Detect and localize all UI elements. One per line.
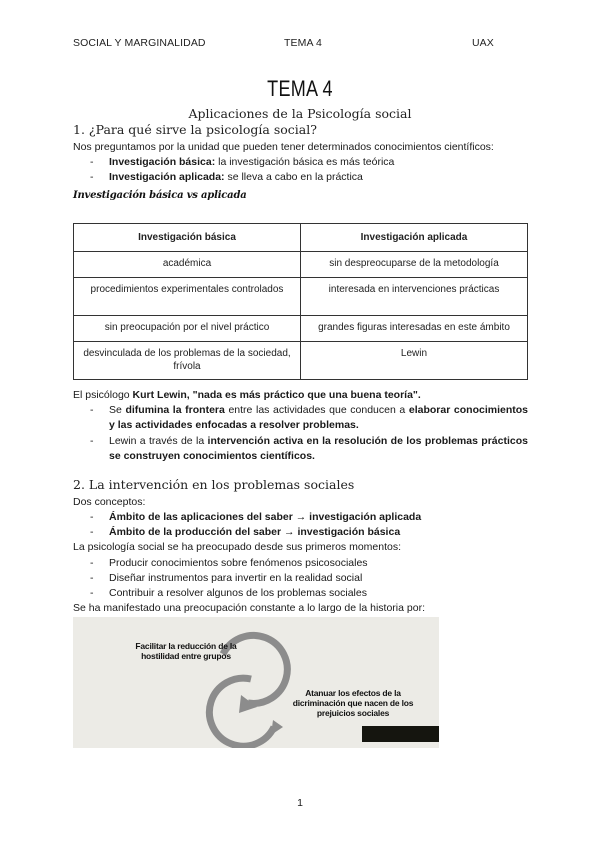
text-run-bold: difumina la frontera	[125, 404, 225, 416]
concern-text: Contribuir a resolver algunos de los problemas sociales	[109, 587, 367, 599]
section-1-heading: 1. ¿Para qué sirve la psicología social?	[73, 122, 317, 137]
concept-text: Ámbito de la producción del saber → investigación básica	[109, 526, 401, 538]
list-marker: -	[90, 171, 94, 183]
list-item	[90, 557, 368, 569]
lewin-prefix: El psicólogo	[73, 389, 133, 401]
list-marker: -	[90, 156, 94, 168]
bullet-term: Investigación aplicada:	[109, 171, 225, 183]
table-header: Investigación aplicada	[301, 224, 528, 252]
list-item	[90, 511, 421, 523]
header-center: TEMA 4	[284, 37, 322, 49]
section-2-intro: Dos conceptos:	[73, 496, 146, 508]
history-intro: Se ha manifestado una preocupación constante a lo largo de la historia por:	[73, 602, 425, 614]
cycle-diagram	[73, 617, 439, 748]
table-header: Investigación básica	[74, 224, 301, 252]
header-left: SOCIAL Y MARGINALIDAD	[73, 37, 206, 49]
table-cell: sin despreocuparse de la metodología	[301, 252, 528, 278]
table-row	[74, 342, 528, 380]
text-run: Lewin a través de la	[109, 435, 208, 447]
section-2-heading: 2. La intervención en los problemas sociales	[73, 477, 355, 492]
lewin-quote: , "nada es más práctico que una buena teoría".	[186, 389, 421, 401]
list-marker: -	[90, 435, 94, 447]
table-row	[74, 278, 528, 316]
table-cell: sin preocupación por el nivel práctico	[74, 316, 301, 342]
list-marker: -	[90, 404, 94, 416]
concept-text: Ámbito de las aplicaciones del saber → investigación aplicada	[109, 511, 422, 523]
table-cell: académica	[74, 252, 301, 278]
table-cell: desvinculada de los problemas de la sociedad, frívola	[74, 342, 301, 380]
page-title: TEMA 4	[267, 76, 333, 101]
lewin-bullet-1	[109, 403, 528, 433]
lewin-name: Kurt Lewin	[132, 389, 187, 401]
table-cell: grandes figuras interesadas en este ámbito	[301, 316, 528, 342]
list-item	[90, 572, 362, 584]
table-header-row	[74, 224, 528, 252]
bullet-term: Investigación básica:	[109, 156, 216, 168]
list-marker: -	[90, 572, 94, 584]
list-item	[90, 587, 367, 599]
list-marker: -	[90, 526, 94, 538]
comparison-heading: Investigación básica vs aplicada	[73, 190, 247, 201]
table-cell: Lewin	[301, 342, 528, 380]
table-row	[74, 316, 528, 342]
page-subtitle: Aplicaciones de la Psicología social	[188, 106, 412, 121]
text-run-bold: intervención activa en la resolución de los problemas prácticos se construyen conocimientos científicos.	[109, 435, 528, 462]
list-item	[90, 156, 394, 168]
list-marker: -	[90, 511, 94, 523]
lewin-bullet-2	[109, 434, 528, 464]
lewin-paragraph	[73, 389, 421, 401]
diagram-label-right: Atanuar los efectos de la dicriminación que nacen de los prejuicios sociales	[292, 688, 414, 718]
table-cell: interesada en intervenciones prácticas	[301, 278, 528, 316]
header-right: UAX	[472, 37, 494, 49]
diagram-label-left: Facilitar la reducción de la hostilidad entre grupos	[135, 641, 237, 661]
concern-text: Producir conocimientos sobre fenómenos psicosociales	[109, 557, 368, 569]
concern-intro: La psicología social se ha preocupado desde sus primeros momentos:	[73, 541, 402, 553]
text-run-bold: elaborar conocimientos y las actividades enfocadas a resolver problemas.	[109, 404, 528, 431]
lower-arrowhead-icon	[271, 720, 283, 735]
bullet-text: se lleva a cabo en la práctica	[224, 171, 363, 183]
text-run: entre las actividades que conducen a	[224, 404, 409, 416]
list-marker: -	[90, 557, 94, 569]
dark-block	[362, 726, 439, 742]
text-run: Se	[109, 404, 126, 416]
bullet-text: la investigación básica es más teórica	[215, 156, 395, 168]
page-number: 1	[297, 797, 303, 809]
list-marker: -	[90, 587, 94, 599]
section-1-intro: Nos preguntamos por la unidad que pueden tener determinados conocimientos científicos:	[73, 141, 494, 153]
concern-text: Diseñar instrumentos para invertir en la realidad social	[109, 572, 363, 584]
comparison-table	[73, 223, 528, 380]
list-item	[90, 171, 363, 183]
list-item	[90, 526, 400, 538]
table-row	[74, 252, 528, 278]
lower-arc-arrow	[209, 678, 274, 746]
table-cell: procedimientos experimentales controlados	[74, 278, 301, 316]
